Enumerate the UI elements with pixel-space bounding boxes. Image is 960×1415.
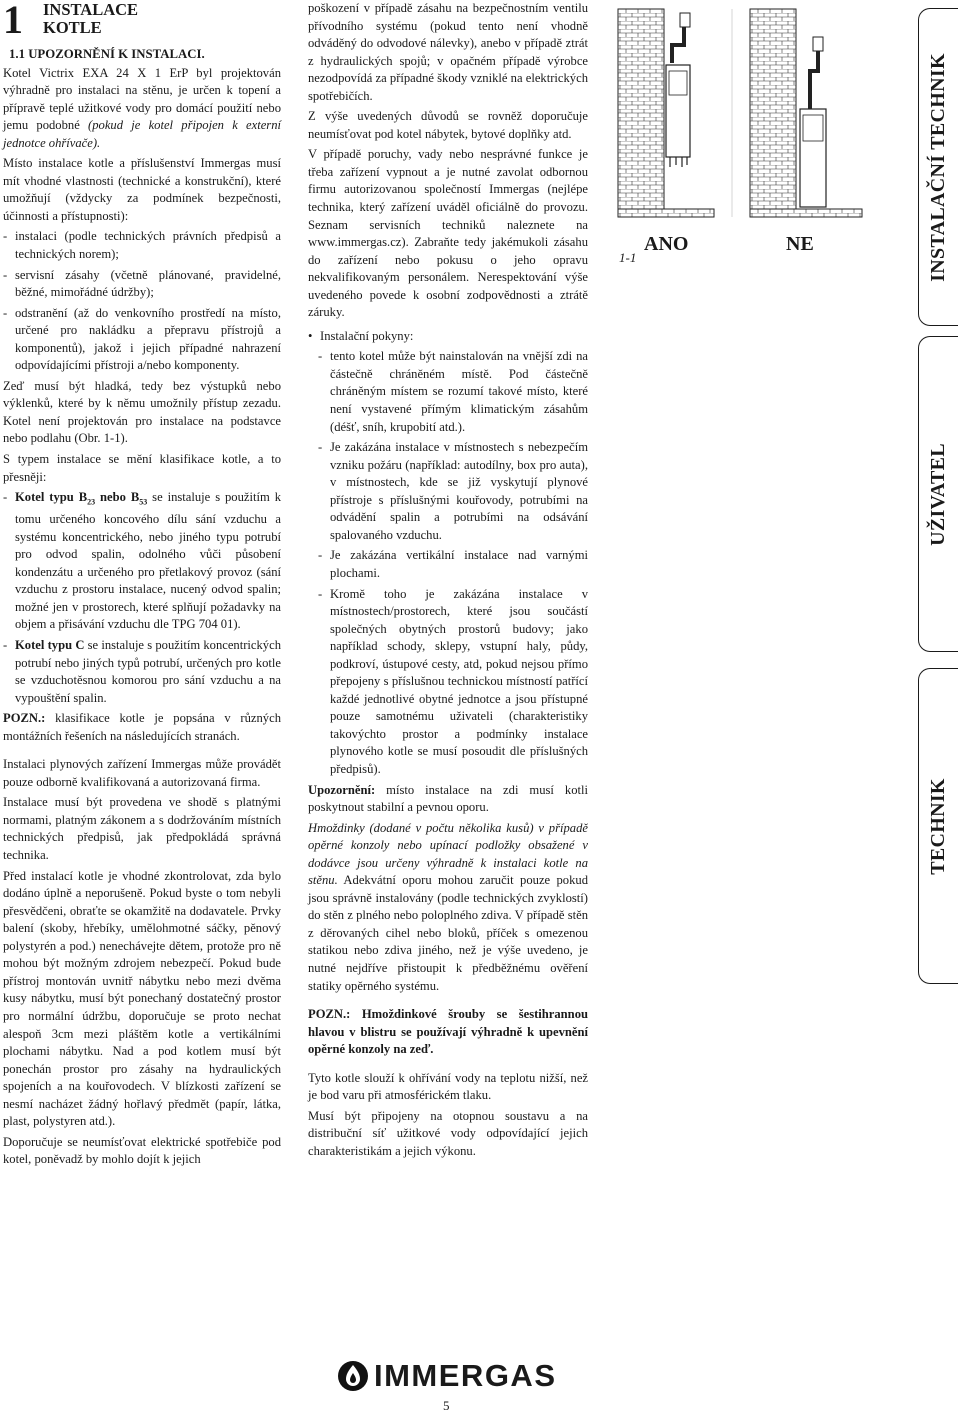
section-title: 1.1 UPOZORNĚNÍ K INSTALACI. — [9, 47, 205, 61]
tab-technician[interactable]: TECHNIK — [918, 668, 958, 984]
wall-right — [750, 9, 796, 209]
immergas-logo — [336, 1358, 557, 1394]
installation-figure — [614, 5, 866, 270]
chapter-number: 1 — [3, 0, 23, 42]
floor-left — [618, 209, 714, 217]
list-item: - Je zakázána vertikální instalace nad varnými plochami. — [318, 548, 588, 580]
chapter-title: INSTALACE KOTLE — [43, 0, 139, 37]
list-item: - Kromě toho je zakázána instalace v místnostech/prostorech, které jsou součástí společných obytných prostorů budovy; jako například schody, sklepy, vstupní haly, půdy, podkroví, ústupové cesty, atd, pokud nejsou přímo přepojeny s příslušnou technickou místností patřící každé jednotlivé obytné jednotce a jsou přístupné pouze samotnému uživateli (charakteristiky takovýchto prostor a podmínky instalace plynového kotle se musí posoudit dle příslušných předpisů). — [318, 586, 588, 776]
tab-installer[interactable]: INSTALAČNÍ TECHNIK — [918, 8, 958, 326]
wall-left — [618, 9, 664, 209]
left-column — [3, 0, 281, 1172]
paragraph: poškození v případě zásahu na bezpečnostním ventilu přívodního systému (pokud tento není vhodně odváděný do odvodové nálevky), anebo v případě ztrát z hydraulických spojů; v opačném případě výrobce nezodpovídá za případné škody vzniklé na elektrických spotřebičích. — [308, 1, 588, 103]
boiler-on-wall — [666, 13, 690, 167]
note: POZN.: Hmoždinkové šrouby se šestihrannou hlavou v blistru se používají výhradně k upevnění opěrné konzoly na zeď. — [308, 1007, 588, 1057]
list-item: - odstranění (až do venkovního prostředí na místo, určené pro nakládku a přepravu přístrojů a komponentů), jakož i jejich případné nahrazení odpovídajícími přístroji a/nebo komponenty. — [3, 305, 281, 373]
paragraph: S typem instalace se mění klasifikace kotle, a to přesněji: — [3, 452, 281, 484]
floor-right — [750, 209, 862, 217]
paragraph: Místo instalace kotle a příslušenství Immergas musí mít vhodné vlastnosti (technické a konstrukční), které umožňují (vždycky za podmínek bezpečnosti, účinnosti a přístupnosti): — [3, 156, 281, 223]
list-item: - Je zakázána instalace v místnostech s nebezpečím vzniku požáru (například: autodílny, box pro auta), v místnostech, kde se již vyskytují plynové přístroje s příslušnými kouřovody, potrubími na odvádění spalin a potrubími na odsávání spalovaného vzduchu. — [318, 440, 588, 542]
tab-user[interactable]: UŽIVATEL — [918, 336, 958, 652]
boiler-on-floor — [800, 37, 826, 207]
paragraph: V případě poruchy, vady nebo nesprávné funkce je třeba zařízení vypnout a je nutné zavolat odbornou firmu autorizovanou společností Immergas (nejlépe technika, který zařízení uváděl oficiálně do provozu. Seznam servisních techniků naleznete na www.immergas.cz). Zabraňte tedy jakémukoli zásahu do zařízení nebo pokusu o jeho opravu nekvalifikovaným personálem. Nerespektování výše uvedeného povede k osobní zodpovědnosti a ztrátě záruky. — [308, 147, 588, 320]
paragraph: Doporučuje se neumísťovat elektrické spotřebiče pod kotel, poněvadž by mohlo dojít k jejich — [3, 1134, 281, 1167]
paragraph: Musí být připojeny na otopnou soustavu a na distribuční síť užitkové vody odpovídající jejich charakteristikám a jejich výkonu. — [308, 1108, 588, 1158]
chapter-heading — [3, 0, 281, 40]
middle-column — [308, 0, 588, 1163]
wall-boiler-diagram — [614, 5, 866, 270]
figure-reference: 1-1 — [619, 250, 637, 265]
list-item: - servisní zásahy (včetně plánované, pravidelné, běžné, mimořádné údržby); — [3, 267, 281, 300]
paragraph: Hmoždinky (dodané v počtu několika kusů) v případě opěrné konzoly nebo upínací podložky obsažené v dodávce jsou určeny výhradně k instalaci kotle na stěnu. Adekvátní oporu mohou zaručit pouze pokud jsou správně instalovány (podle technických zvyklostí) do stěn z plného nebo poloplného zdiva. V případě stěn z děrovaných cihel nebo bloků, příček s omezenou statikou nebo zdiva jiného, než je výše uvedeno, je nutné nejdříve přistoupit k předběžnému ověření statiky opěrného systému. — [308, 820, 588, 993]
logo-text: IMMERGAS — [374, 1358, 557, 1393]
bullet-item: • Instalační pokyny: — [308, 328, 414, 343]
logo-icon — [336, 1359, 370, 1393]
paragraph: Před instalací kotle je vhodné zkontrolovat, zda bylo dodáno úplně a neporušeně. Pokud byste o tom nebyli přesvědčeni, obraťte se okamžitě na dodavatele. Prvky balení (skoby, hřebíky, umělohmotné sáčky, pěnový polystyrén a pod.) nenechávejte dětem, protože pro ně mohou být možným zdrojem nebezpečí. Pokud bude přístroj montován uvnitř nábytku nebo mezi dvěma kusy nábytku, musí být ponechaný dostatečný prostor pro normální údržbu, doporučuje se proto nechat alespoň 3cm mezi pláštěm kotle a vertikálními plochami nábytku. Nad a pod kotlem musí být ponechán prostor pro zásahy na hydraulických spojeních a na kouřovodech. V blízkosti zařízení se nesmí nacházet žádný hořlavý předmět (papír, látka, plast, polystyren atd.). — [3, 868, 281, 1129]
paragraph: Instalace musí být provedena ve shodě s platnými normami, platným zákonem a s dodržováním místních technických předpisů, jak předpokládá správná technika. — [3, 795, 281, 863]
paragraph: Zeď musí být hladká, tedy bez výstupků nebo výklenků, které by k němu umožnily přístup zezadu. Kotel není projektován pro instalace na podstavce nebo podlahu (Obr. 1-1). — [3, 378, 281, 446]
list-item: - instalaci (podle technických právních předpisů a technických norem); — [3, 229, 281, 262]
paragraph: Instalaci plynových zařízení Immergas může provádět pouze odborně kvalifikovaná a autorizovaná firma. — [3, 757, 281, 789]
page-number: 5 — [443, 1398, 450, 1413]
list-item-type-c: - Kotel typu C se instaluje s použitím koncentrických potrubí nebo jiných typů potrubí, určených pro kotle se vzduchotěsnou komorou pro sání vzduchu a na vypouštění spalin. — [3, 638, 281, 705]
figure-label-yes: ANO — [644, 233, 689, 255]
warning: Upozornění: místo instalace na zdi musí kotli poskytnout stabilní a pevnou oporu. — [308, 782, 588, 815]
figure-label-no: NE — [786, 233, 814, 255]
note: POZN.: klasifikace kotle je popsána v různých montážních řešeních na následujících stranách. — [3, 711, 281, 743]
paragraph: Tyto kotle slouží k ohřívání vody na teplotu nižší, než je bod varu při atmosférickém tlaku. — [308, 1070, 588, 1103]
paragraph: Kotel Victrix EXA 24 X 1 ErP byl projektován výhradně pro instalaci na stěnu, je určen k topení a přípravě teplé užitkové vody pro domácí použití nebo jemu podobné (pokud je kotel připojen k externí jednotce ohřívače). — [3, 65, 281, 150]
list-item-type-b: - Kotel typu $B_{23}$ nebo $B_{53}$ se instaluje s použitím k tomu určeného koncového dílu sání vzduchu a systému koncentrického, nebo jiného typu potrubí pro odvod spalin, odolného vůči působení kondenzátu a určeného pro přetlakový provoz (sání vzduchu z prostoru instalace, nucený odvod spalin; možné jen v prostorech, které splňují požadavky na objem a přisávání vzduchu dle TPG 704 01). — [3, 490, 282, 632]
paragraph: Z výše uvedených důvodů se rovněž doporučuje neumísťovat pod kotel nábytek, bytové doplňky atd. — [308, 109, 588, 141]
list-item: - tento kotel může být nainstalován na vnější zdi na částečně chráněném místě. Pod částečně chráněným místem se rozumí takové místo, které není vystavené přímým klimatickým zásahům (déšť, sníh, krupobití atd.). — [318, 349, 588, 434]
